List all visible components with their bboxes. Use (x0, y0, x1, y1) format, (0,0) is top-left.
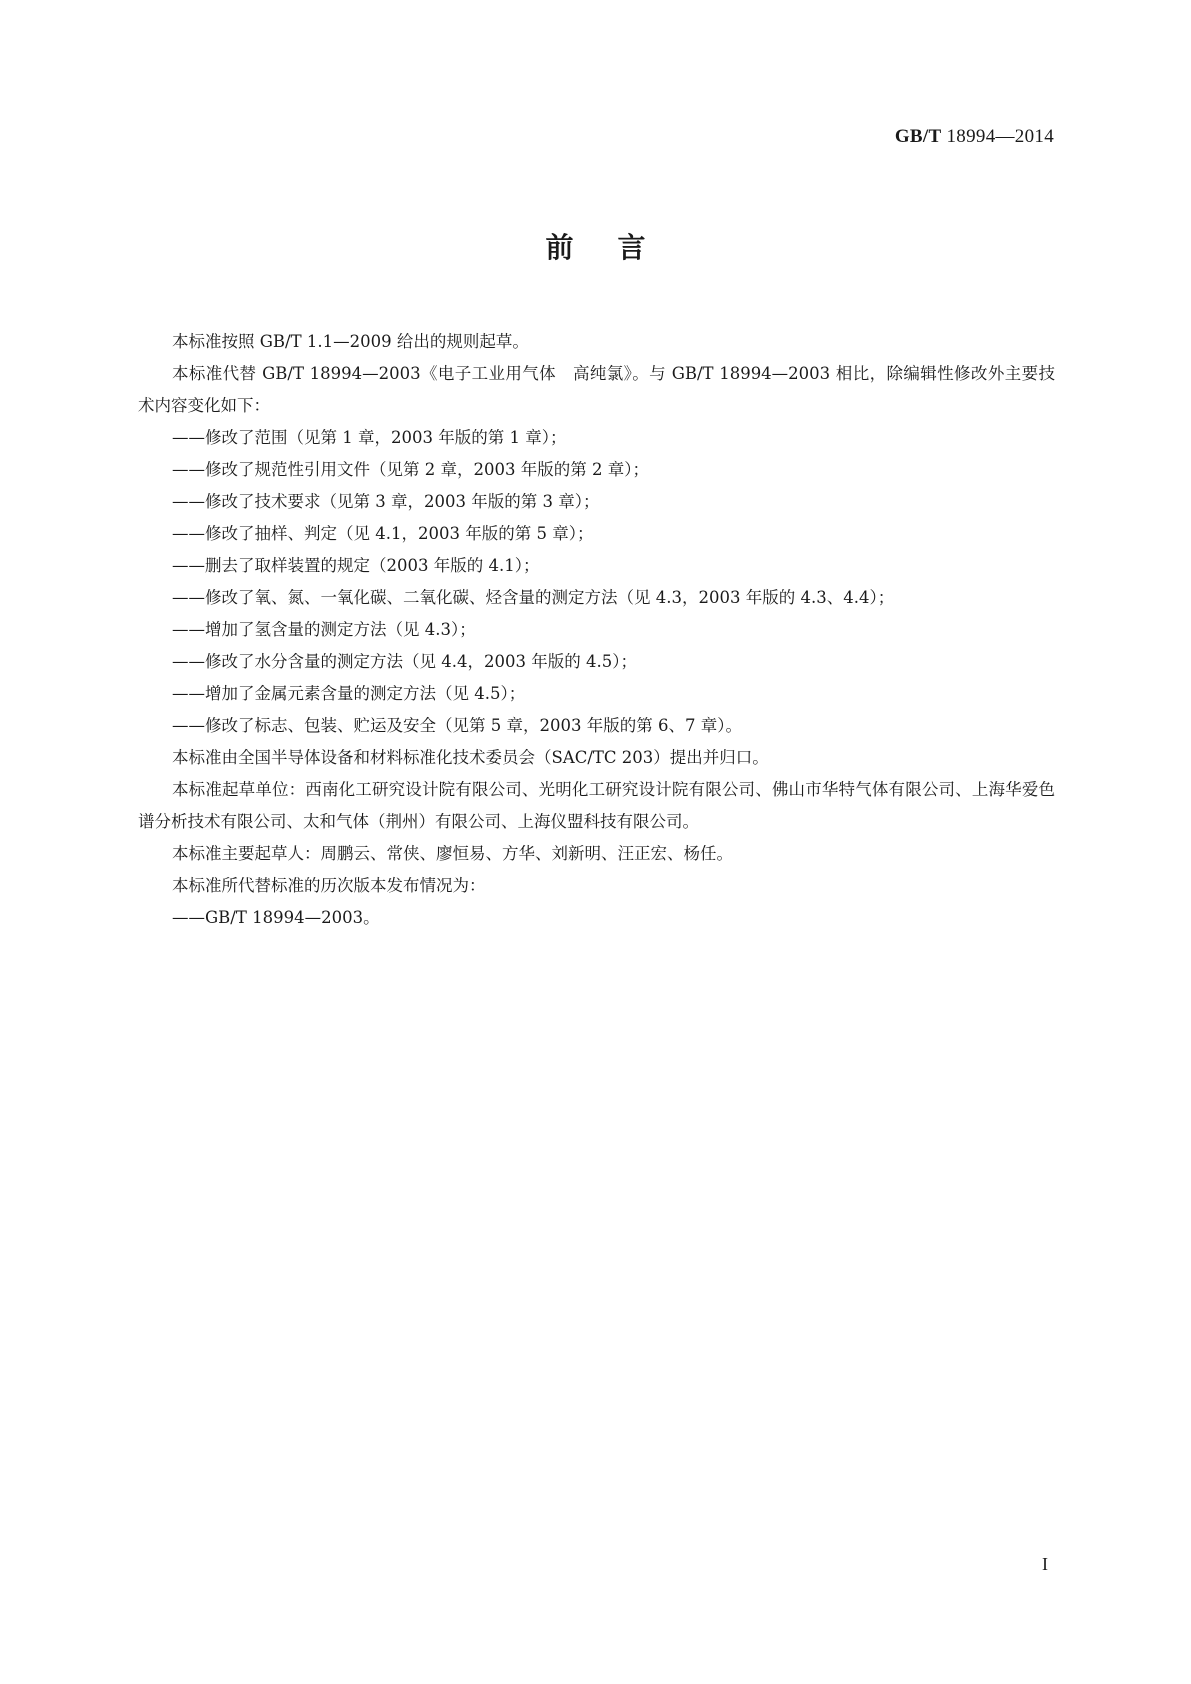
page-number: I (1042, 1554, 1048, 1574)
paragraph-drafters: 本标准主要起草人：周鹏云、常侠、廖恒易、方华、刘新明、汪正宏、杨任。 (172, 844, 733, 863)
paragraph-drafting-rules: 本标准按照 GB/T 1.1—2009 给出的规则起草。 (172, 332, 529, 351)
paragraph-version-history: 本标准所代替标准的历次版本发布情况为： (172, 876, 486, 895)
standard-prefix: GB/T (894, 126, 942, 147)
paragraph-drafting-units: 本标准起草单位：西南化工研究设计院有限公司、光明化工研究设计院有限公司、佛山市华特气体有限公司、上海华爱色谱分析技术有限公司、太和气体（荆州）有限公司、上海仪盟科技有限公司。 (138, 780, 1055, 831)
change-item: ——修改了技术要求（见第 3 章，2003 年版的第 3 章）； (172, 492, 600, 511)
previous-version-item: ——GB/T 18994—2003。 (172, 908, 380, 927)
change-item: ——修改了水分含量的测定方法（见 4.4，2003 年版的 4.5）； (172, 652, 637, 671)
standard-code (895, 126, 1054, 148)
change-item: ——增加了氢含量的测定方法（见 4.3）； (172, 620, 476, 639)
change-item: ——修改了抽样、判定（见 4.1，2003 年版的第 5 章）； (172, 524, 594, 543)
standard-number: 18994—2014 (946, 126, 1054, 147)
change-item: ——增加了金属元素含量的测定方法（见 4.5）； (172, 684, 526, 703)
change-item: ——修改了标志、包装、贮运及安全（见第 5 章，2003 年版的第 6、7 章）。 (172, 716, 742, 735)
change-item: ——删去了取样装置的规定（2003 年版的 4.1）； (172, 556, 540, 575)
change-item: ——修改了范围（见第 1 章，2003 年版的第 1 章）； (172, 428, 567, 447)
paragraph-replacement: 本标准代替 GB/T 18994—2003《电子工业用气体 高纯氯》。与 GB/T 18994—2003 相比，除编辑性修改外主要技术内容变化如下： (138, 364, 1055, 415)
title-char-2: 言 (617, 231, 646, 264)
paragraph-proposer: 本标准由全国半导体设备和材料标准化技术委员会（SAC/TC 203）提出并归口。 (172, 748, 769, 767)
page-title (0, 226, 1191, 266)
change-item: ——修改了氧、氮、一氧化碳、二氧化碳、烃含量的测定方法（见 4.3，2003 年版的 4.3、4.4）； (172, 588, 895, 607)
change-item: ——修改了规范性引用文件（见第 2 章，2003 年版的第 2 章）； (172, 460, 649, 479)
title-char-1: 前 (545, 231, 574, 264)
foreword-body (138, 326, 1055, 934)
